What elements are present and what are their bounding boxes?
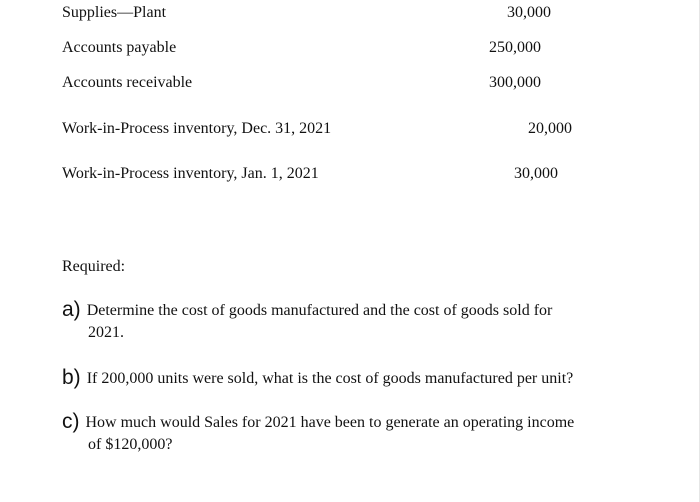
account-amount: 250,000 bbox=[489, 39, 541, 56]
account-amount: 300,000 bbox=[489, 74, 541, 91]
account-label: Work-in-Process inventory, Dec. 31, 2021 bbox=[62, 120, 332, 137]
question-text: Determine the cost of goods manufactured and the cost of goods sold for bbox=[86, 302, 553, 319]
account-row-accounts-payable bbox=[0, 39, 700, 63]
account-row-wip-jan-1 bbox=[0, 165, 700, 189]
question-text: How much would Sales for 2021 have been to generate an operating income bbox=[85, 414, 575, 431]
question-text: If 200,000 units were sold, what is the cost of goods manufactured per unit? bbox=[86, 370, 574, 387]
account-label: Accounts receivable bbox=[62, 74, 193, 91]
account-row-accounts-receivable bbox=[0, 74, 700, 98]
account-label: Work-in-Process inventory, Jan. 1, 2021 bbox=[62, 165, 319, 182]
account-amount: 30,000 bbox=[514, 165, 558, 182]
question-text-continued: of $120,000? bbox=[88, 436, 173, 453]
question-letter: a) bbox=[62, 298, 81, 321]
account-row-supplies-plant bbox=[0, 4, 700, 28]
question-a bbox=[62, 298, 652, 344]
question-letter: b) bbox=[62, 366, 81, 389]
question-text-continued: 2021. bbox=[88, 324, 124, 341]
required-heading: Required: bbox=[62, 258, 126, 275]
account-label: Supplies—Plant bbox=[62, 4, 167, 21]
account-amount: 20,000 bbox=[528, 120, 572, 137]
question-b bbox=[62, 366, 652, 390]
question-letter: c) bbox=[62, 410, 80, 433]
question-c bbox=[62, 410, 652, 456]
account-row-wip-dec-31 bbox=[0, 120, 700, 144]
account-label: Accounts payable bbox=[62, 39, 177, 56]
account-amount: 30,000 bbox=[507, 4, 551, 21]
